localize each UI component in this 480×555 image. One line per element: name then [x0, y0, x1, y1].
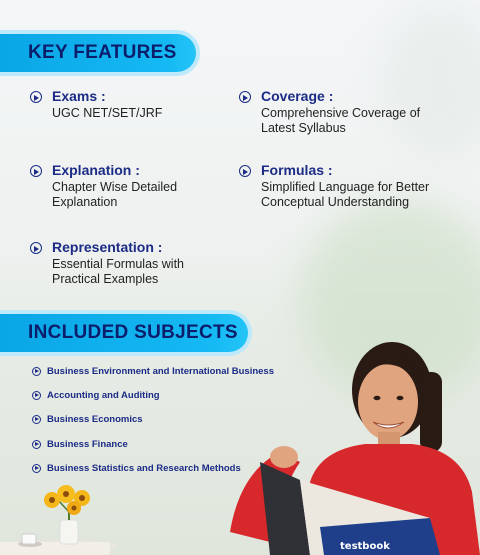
- key-features-banner: [0, 34, 196, 72]
- subject-item: Business Environment and International Business: [32, 366, 274, 377]
- feature-exams: [30, 88, 240, 121]
- subject-item: Business Statistics and Research Methods: [32, 463, 241, 474]
- feature-representation: [30, 239, 240, 287]
- circle-arrow-icon: [30, 165, 42, 177]
- circle-arrow-icon: [30, 91, 42, 103]
- circle-arrow-icon: [32, 440, 41, 449]
- table-with-flowers-illustration: [0, 480, 200, 555]
- feature-explanation: [30, 162, 240, 210]
- feature-desc: UGC NET/SET/JRF: [52, 106, 163, 120]
- key-features-heading: KEY FEATURES: [28, 42, 177, 63]
- feature-title: Coverage :: [261, 88, 334, 104]
- circle-arrow-icon: [32, 391, 41, 400]
- feature-desc: Chapter Wise Detailed Explanation: [52, 180, 178, 209]
- feature-title: Formulas :: [261, 162, 333, 178]
- subject-item: Business Finance: [32, 439, 128, 450]
- circle-arrow-icon: [32, 464, 41, 473]
- circle-arrow-icon: [239, 91, 251, 103]
- feature-title: Exams :: [52, 88, 106, 104]
- circle-arrow-icon: [239, 165, 251, 177]
- feature-title: Explanation :: [52, 162, 140, 178]
- feature-desc: Simplified Language for Better Conceptual Understanding: [261, 180, 430, 209]
- feature-desc: Comprehensive Coverage of Latest Syllabus: [261, 106, 421, 135]
- included-subjects-heading: INCLUDED SUBJECTS: [28, 322, 238, 343]
- feature-coverage: [239, 88, 449, 136]
- student-with-book-illustration: [200, 332, 480, 555]
- feature-formulas: [239, 162, 449, 210]
- circle-arrow-icon: [32, 367, 41, 376]
- circle-arrow-icon: [30, 242, 42, 254]
- book-brand: testbook: [340, 541, 390, 552]
- circle-arrow-icon: [32, 415, 41, 424]
- subject-item: Accounting and Auditing: [32, 390, 160, 401]
- feature-desc: Essential Formulas with Practical Examples: [52, 257, 184, 286]
- background-blur: [380, 0, 480, 160]
- feature-title: Representation :: [52, 239, 163, 255]
- subject-item: Business Economics: [32, 414, 143, 425]
